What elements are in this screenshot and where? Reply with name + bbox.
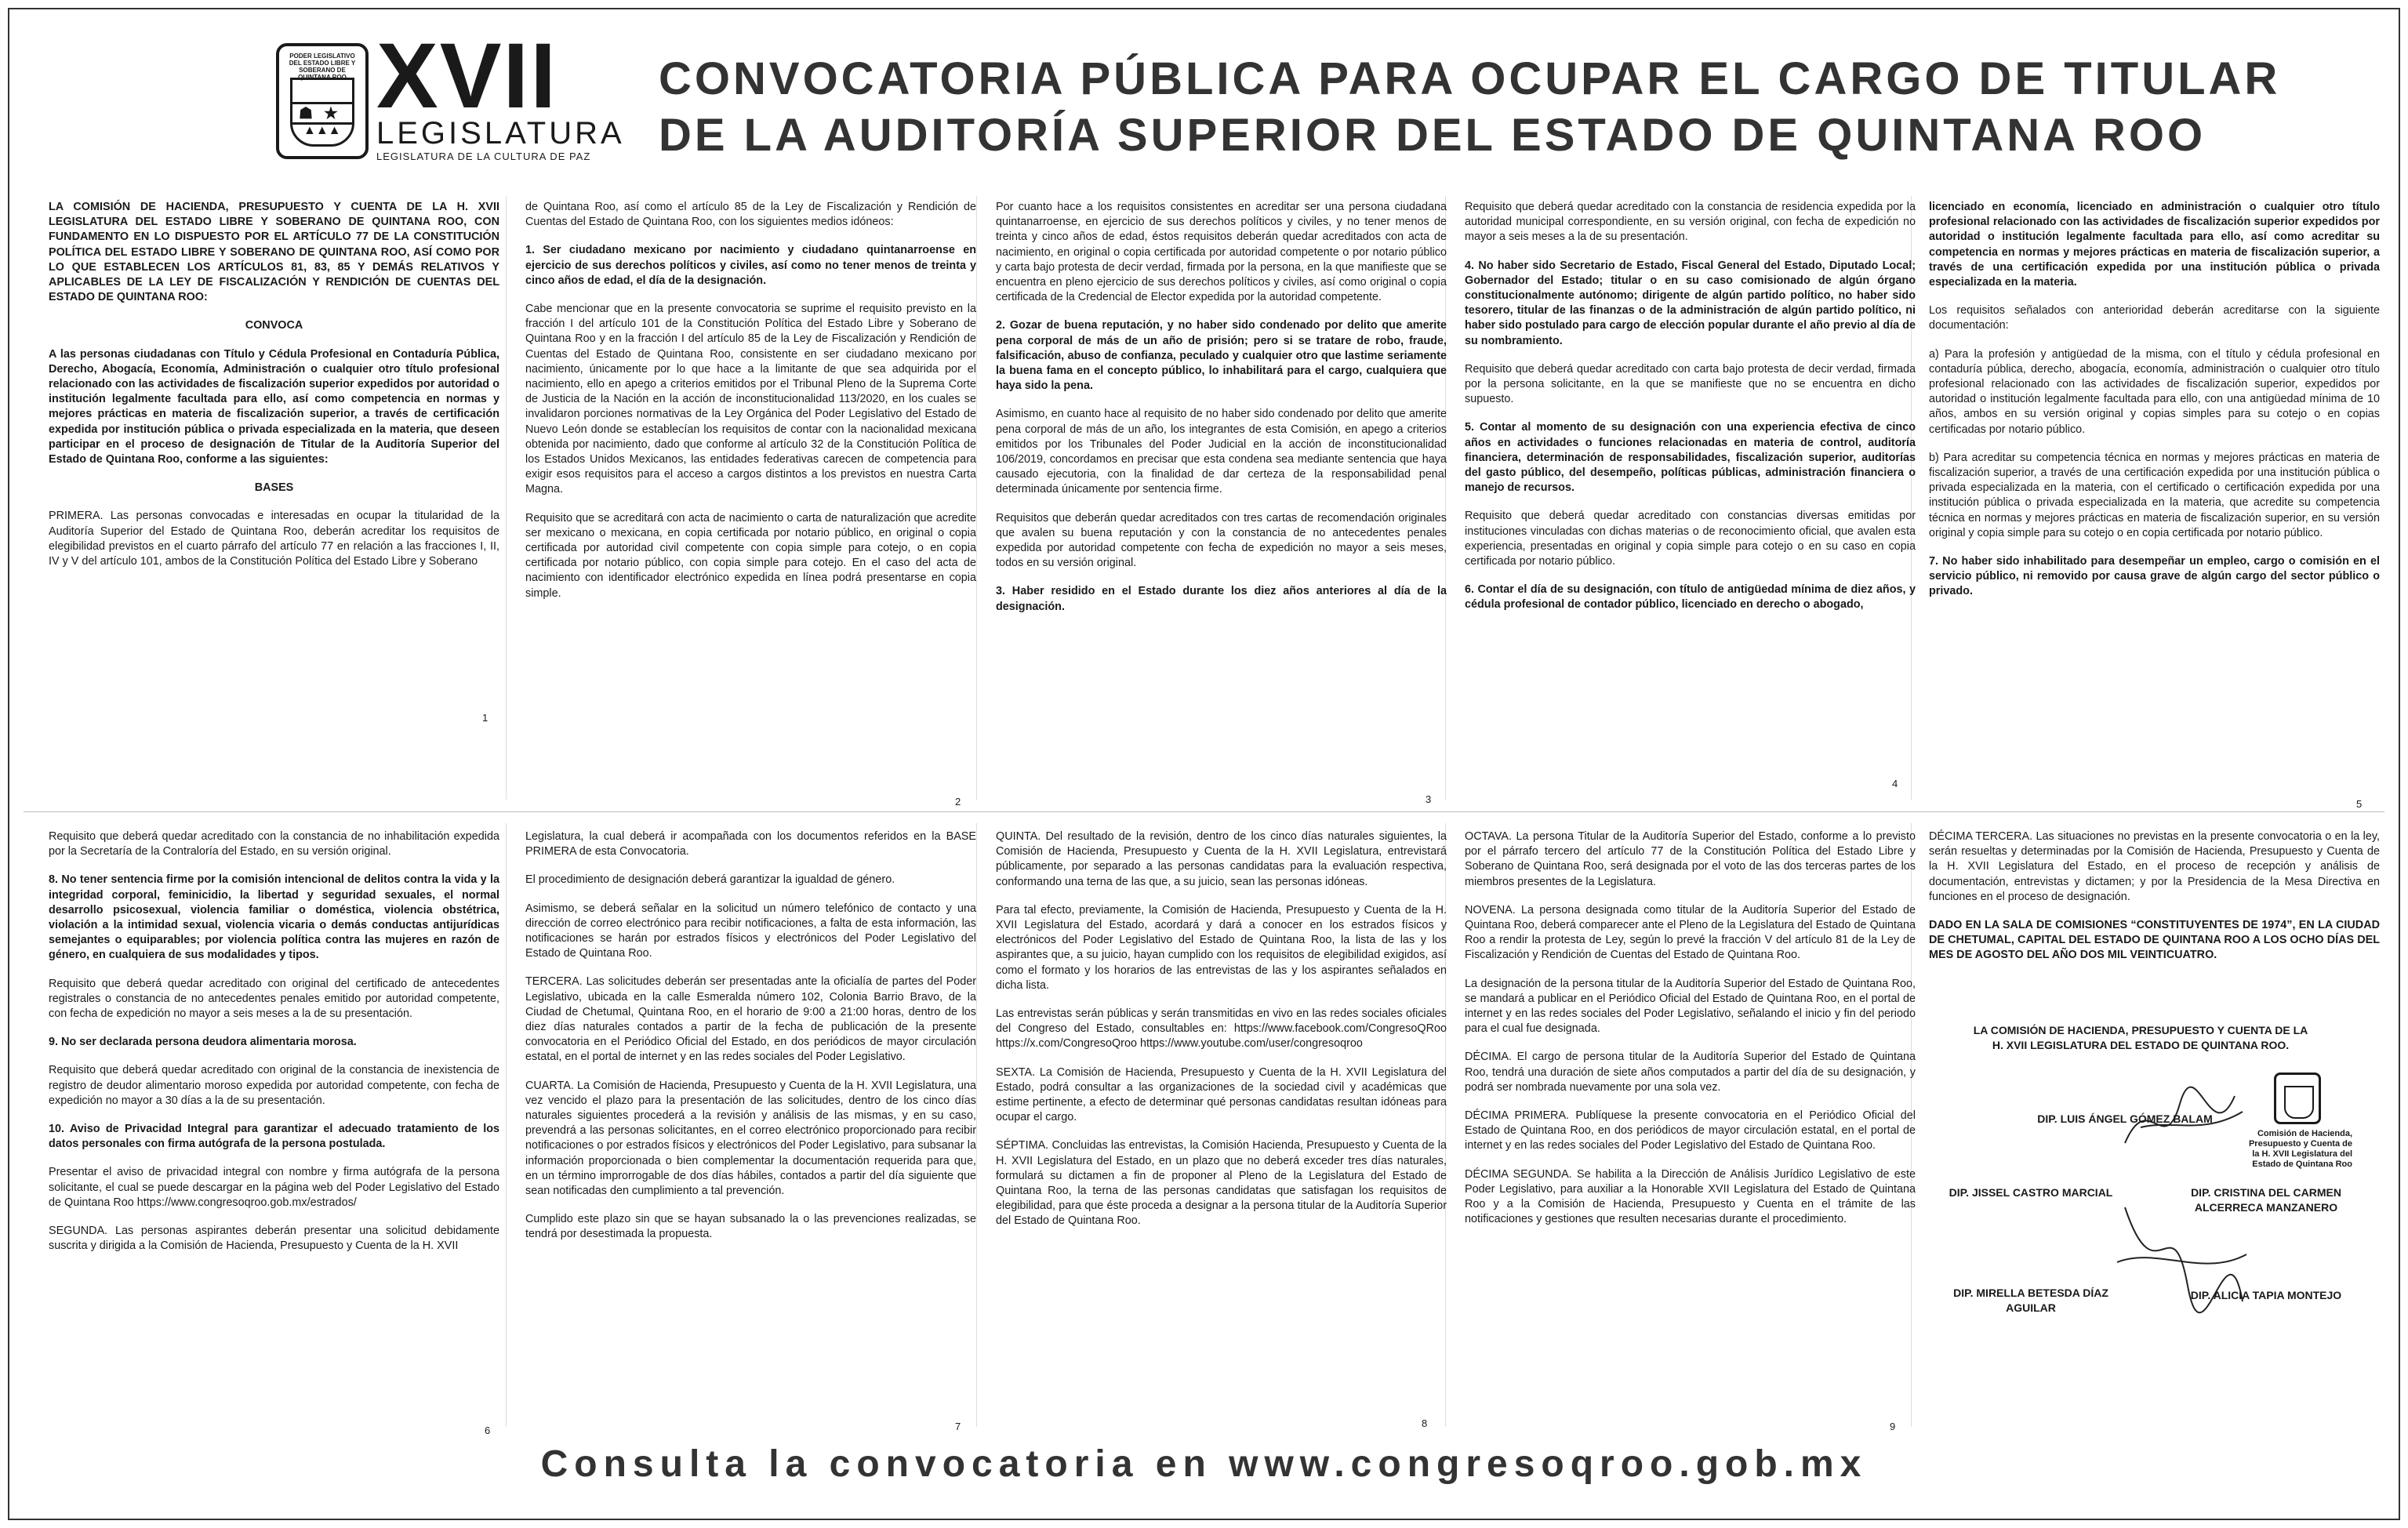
page-number: 8: [1422, 1417, 1428, 1429]
header: [0, 0, 2408, 180]
page-number: 5: [2356, 798, 2363, 810]
paragraph: Las entrevistas serán públicas y serán transmitidas en vivo en las redes sociales oficiales del Congreso del Estado, consultables en: https://www.facebook.com/CongresoQRoo https://x.com/CongresoQroo https://www.youtube.com/user/congresoqroo: [996, 1007, 1447, 1051]
paragraph: 7. No haber sido inhabilitado para desempeñar un empleo, cargo o comisión en el servicio público, ni removido por causa grave de algún cargo del sector público o privado.: [1929, 555, 2380, 598]
page-number: 1: [482, 712, 489, 724]
paragraph: PRIMERA. Las personas convocadas e interesadas en ocupar la titularidad de la Auditoría Superior del Estado de Quintana Roo, deberán acreditar los requisitos de elegibilidad previstos en el cuarto párrafo del artículo 77 en relación a las fracciones I, II, IV y V del artículo 101, ambos de la Constitución Política del Estado Libre y Soberano: [49, 510, 499, 568]
page-title-line2: DE LA AUDITORÍA SUPERIOR DEL ESTADO DE QUINTANA ROO: [659, 110, 2206, 161]
paragraph: licenciado en economía, licenciado en administración o cualquier otro título profesional relacionado con las actividades de fiscalización superior expedidos por autoridad o institución legalmente facultada para ello, así como acreditar su competencia en normas y mejores prácticas en materia de fiscalización superior, a través de una certificación expedida por una institución pública o privada especializada en la materia.: [1929, 201, 2380, 289]
paragraph: DÉCIMA PRIMERA. Publíquese la presente convocatoria en el Periódico Oficial del Estado de Quintana Roo, en dos periódicos de mayor circulación estatal, en el portal de internet y en las redes sociales del Poder Legislativo del Estado de Quintana Roo.: [1465, 1109, 1916, 1152]
page-column: [1929, 829, 2380, 977]
paragraph: SEXTA. La Comisión de Hacienda, Presupuesto y Cuenta de la H. XVII Legislatura del Estado, podrá consultar a las organizaciones de la sociedad civil y académicas que estime pertinente, a efecto de determinar qué personas candidatas resultan idóneas para ocupar el cargo.: [996, 1065, 1447, 1124]
page-number: 9: [1890, 1421, 1896, 1432]
page-title-line1: CONVOCATORIA PÚBLICA PARA OCUPAR EL CARGO DE TITULAR: [659, 53, 2281, 104]
paragraph: 9. No ser declarada persona deudora alimentaria morosa.: [49, 1036, 357, 1049]
page-number: 6: [485, 1425, 491, 1436]
page-column: [525, 200, 976, 615]
page-column: [49, 829, 499, 1267]
page-column: [49, 200, 499, 583]
paragraph: 4. No haber sido Secretario de Estado, Fiscal General del Estado, Diputado Local; Gobernador del Estado; titular o en su caso comisionado de algún órgano constitucionalmente autónomo; dirigente de algún partido político, no haber sido tesorero, titular de las finanzas o de la administración de algún partido político, ni haber sido postulado para cargo de elección popular durante el año previo al día de su nombramiento.: [1465, 259, 1916, 347]
page-number: 3: [1426, 793, 1432, 805]
paragraph: CONVOCA: [245, 319, 303, 332]
logo-numeral: XVII: [376, 24, 558, 128]
paragraph: TERCERA. Las solicitudes deberán ser presentadas ante la oficialía de partes del Poder Legislativo, ubicada en la calle Esmeralda número 102, Colonia Barrio Bravo, de la Ciudad de Chetumal, Quintana Roo, en el horario de 9:00 a 21:00 horas, dentro de los diez días naturales contados a partir de la fecha de publicación de la presente convocatoria en el Periódico Oficial del Estado, en dos periódicos de mayor circulación estatal, en el portal de internet y en las redes sociales del Poder Legislativo.: [525, 975, 976, 1064]
signature-heading: LA COMISIÓN DE HACIENDA, PRESUPUESTO Y CUENTA DE LA H. XVII LEGISLATURA DEL ESTADO DE QUINTANA ROO.: [1973, 1024, 2308, 1051]
paragraph: Cabe mencionar que en la presente convocatoria se suprime el requisito previsto en la fracción I del artículo 101 de la Constitución Política del Estado Libre y Soberano de Quintana Roo y en la fracción I del artículo 85 de la Ley de Fiscalización y Rendición de Cuentas del Estado de Quintana Roo, consistente en ser ciudadano mexicano por nacimiento, únicamente por lo que hace a la limitante de que sea adquirida por el nacimiento, ello en apego a criterios emitidos por el Tribunal Pleno de la Suprema Corte de Justicia de la Nación en la acción de inconstitucionalidad 113/2020, en los cuales se invalidaron porciones normativas de la Ley Orgánica del Poder Legislativo del Estado de Nuevo León donde se establecían los requisitos de contar con la nacionalidad mexicana obtenida por nacimiento, dado que conforme al artículo 32 de la Constitución Política de los Estados Unidos Mexicanos, las entidades federativas carecen de competencia para exigir esos requisitos para el acceso a cargos distintos a los previstos en nuestra Carta Magna.: [525, 303, 976, 496]
paragraph: 5. Contar al momento de su designación con una experiencia efectiva de cinco años en actividades o funciones relacionadas en materia de control, auditoría financiera, determinación de responsabilidades, fiscalización superior, auditorías del gasto público, del desempeño, políticas públicas, administración financiera o manejo de recursos.: [1465, 421, 1916, 495]
paragraph: 3. Haber residido en el Estado durante los diez años anteriores al día de la designación.: [996, 585, 1447, 613]
paragraph: Requisito que se acreditará con acta de nacimiento o carta de naturalización que acredite ser mexicano o mexicana, en copia certificada por notario público, en original o copia certificada por autoridad civil competente con copia simple para cotejo, o en copia certificada por notario público, con copia simple para cotejo. En el caso del acta de nacimiento con identificador electrónico expedida en línea podrá presentarse en copia simple.: [525, 511, 976, 600]
signatory-name: DIP. CRISTINA DEL CARMEN ALCERRECA MANZANERO: [2191, 1186, 2341, 1214]
paragraph: Los requisitos señalados con anterioridad deberán acreditarse con la siguiente documentación:: [1929, 304, 2380, 332]
paragraph: Para tal efecto, previamente, la Comisión de Hacienda, Presupuesto y Cuenta de la H. XVII Legislatura del Estado, acordará y dará a conocer en los estrados físicos y electrónicos del Poder Legislativo del Estado de Quintana Roo, la lista de las y los aspirantes que, a su juicio, hayan cumplido con los requisitos de elegibilidad exigidos, así como el formato y los horarios de las entrevistas de las y los aspirantes señalados en dicha lista.: [996, 903, 1447, 992]
paragraph: SÉPTIMA. Concluidas las entrevistas, la Comisión Hacienda, Presupuesto y Cuenta de la H. XVII Legislatura del Estado, en un plazo que no deberá exceder tres días naturales, formulará su dictamen a fin de proponer al Pleno de la Legislatura del Estado de Quintana Roo, la terna de las personas candidatas que satisfagan los requisitos de elegibilidad, para que éste proceda a designar a la persona titular de la Auditoría Superior del Estado de Quintana Roo.: [996, 1139, 1447, 1228]
paragraph: El procedimiento de designación deberá garantizar la igualdad de género.: [525, 873, 895, 887]
shield-icon: ☗ ★ ▲▲▲: [290, 78, 354, 147]
signatory-name: DIP. JISSEL CASTRO MARCIAL: [1949, 1186, 2113, 1199]
paragraph: Requisito que deberá quedar acreditado con original de la constancia de inexistencia de registro de deudor alimentario moroso expedida por autoridad competente, con fecha de expedición no mayor a 30 días a la de su presentación.: [49, 1064, 499, 1107]
page-column: [1465, 829, 1916, 1240]
paragraph: 1. Ser ciudadano mexicano por nacimiento y ciudadano quintanarroense en ejercicio de sus derechos políticos y civiles, así como no tener menos de treinta y cinco años de edad, el día de la designación.: [525, 244, 976, 287]
commission-stamp: Comisión de Hacienda, Presupuesto y Cuenta de la H. XVII Legislatura del Estado de Quintana Roo: [2243, 1073, 2352, 1170]
paragraph: DÉCIMA. El cargo de persona titular de la Auditoría Superior del Estado de Quintana Roo, tendrá una duración de siete años computados a partir del día de su designación, y podrá ser nombrada nuevamente por una sola vez.: [1465, 1051, 1916, 1094]
paragraph: NOVENA. La persona designada como titular de la Auditoría Superior del Estado de Quintana Roo, deberá comparecer ante el Pleno de la Legislatura del Estado de Quintana Roo a rendir la protesta de Ley, según lo prevé la fracción V del artículo 81 de la Ley de Fiscalización y Rendición de Cuentas del Estado de Quintana Roo.: [1465, 903, 1916, 962]
paragraph: Requisito que deberá quedar acreditado con la constancia de residencia expedida por la autoridad municipal correspondiente, en su versión original, con fecha de expedición no mayor a seis meses a la de su presentación.: [1465, 201, 1916, 244]
paragraph: CUARTA. La Comisión de Hacienda, Presupuesto y Cuenta de la H. XVII Legislatura, una vez vencido el plazo para la presentación de las solicitudes, dentro de los cinco días naturales siguientes procederá a la revisión y análisis de las mismas, y en su caso, prevendrá a las personas solicitantes, en el correo electrónico proporcionado para recibir notificaciones o por estrados físicos y electrónicos del Poder Legislativo, para subsanar la información proporcionada o bien complementar la documentación requerida para que, en un término improrrogable de dos días hábiles, contados a partir del día siguiente que sean notificadas den cumplimiento a tal prevención.: [525, 1079, 976, 1198]
paragraph: Por cuanto hace a los requisitos consistentes en acreditar ser una persona ciudadana quintanarroense, en ejercicio de sus derechos políticos y civiles, y no tener menos de treinta y cinco años de edad, éstos requisitos deberán quedar acreditados con acta de nacimiento, en original o copia certificada por autoridad competente o por notario público y carta bajo protesta de decir verdad, firmada por la persona, en la que manifieste que se encuentra en pleno ejercicio de sus derechos políticos y civiles, así como original o copia certificada de la Credencial de Elector expedida por la autoridad competente.: [996, 201, 1447, 304]
page-column: [1465, 200, 1916, 626]
page-number: 2: [955, 796, 961, 808]
page-column: [525, 829, 976, 1256]
paragraph: QUINTA. Del resultado de la revisión, dentro de los cinco días naturales siguientes, la Comisión de Hacienda, Presupuesto y Cuenta de la H. XVII Legislatura, entrevistará públicamente, por separado a las personas candidatas para la evaluación respectiva, conformando una terna de las que, a su juicio, sean las personas idóneas.: [996, 830, 1447, 888]
paragraph: Requisito que deberá quedar acreditado con original del certificado de antecedentes registrales o constancia de no antecedentes penales emitido por autoridad competente, con fecha de expedición no mayor a seis meses a la de su presentación.: [49, 977, 499, 1021]
paragraph: DÉCIMA TERCERA. Las situaciones no previstas en la presente convocatoria o en la ley, serán resueltas y determinadas por la Comisión de Hacienda, Presupuesto y Cuenta de la H. XVII Legislatura del Estado, en el proceso de recepción y análisis de documentación, entrevistas y dictamen; y por la Presidencia de la Mesa Directiva en funciones en el proceso de designación.: [1929, 830, 2380, 903]
seal-caption: PODER LEGISLATIVO DEL ESTADO LIBRE Y SOBERANO DE QUINTANA ROO: [289, 53, 356, 81]
paragraph: BASES: [254, 481, 294, 495]
paragraph: Requisito que deberá quedar acreditado con la constancia de no inhabilitación expedida por la Secretaría de la Contraloría del Estado, en su versión original.: [49, 830, 499, 858]
paragraph: 2. Gozar de buena reputación, y no haber sido condenado por delito que amerite pena corporal de más de un año de prisión; pero si se tratare de robo, fraude, falsificación, abuso de confianza, peculado y cualquier otro que lastime seriamente la buena fama en el concepto público, lo inhabilitará para el cargo, cualquiera que haya sido la pena.: [996, 319, 1447, 393]
legislature-seal-icon: [276, 43, 369, 159]
paragraph: a) Para la profesión y antigüedad de la misma, con el título y cédula profesional en contaduría pública, derecho, abogacía, economía, administración o cualquier otro título profesional relacionado con las actividades de fiscalización superior, expedidos por autoridad o institución legalmente facultada para ello, con una antigüedad mínima de 10 años, ambos en su versión original y copias simples para su cotejo o en copias certificadas por notario público.: [1929, 347, 2380, 436]
signatory-name: DIP. MIRELLA BETESDA DÍAZ AGUILAR: [1953, 1287, 2108, 1314]
paragraph: A las personas ciudadanas con Título y Cédula Profesional en Contaduría Pública, Derecho, Abogacía, Economía, Administración o cualquier otro título profesional relacionado con las actividades de fiscalización superior expedidos por autoridad o institución legalmente facultada para ello, así como competencia en normas y mejores prácticas en materia de fiscalización superior, a través de certificación expedida por institución pública o privada especializada en la materia, que deseen participar en el proceso de designación de Titular de la Auditoría Superior del Estado de Quintana Roo, conforme a las siguientes:: [49, 347, 499, 466]
paragraph: Presentar el aviso de privacidad integral con nombre y firma autógrafa de la persona solicitante, el cual se puede descargar en la página web del Poder Legislativo del Estado de Quintana Roo https://www.congresoqroo.gob.mx/estrados/: [49, 1166, 499, 1209]
logo-word: LEGISLATURA: [376, 116, 625, 151]
paragraph: b) Para acreditar su competencia técnica en normas y mejores prácticas en materia de fiscalización superior, a través de una certificación expedida por una institución pública o privada especializada en la materia, con el certificado o certificación expedida por una institución pública o privada especializada en la materia, que acredite su competencia técnica en normas y mejores prácticas en materia de fiscalización superior, en su versión original y copia simple para su cotejo o en copia certificada por notario público.: [1929, 451, 2380, 539]
paragraph: SEGUNDA. Las personas aspirantes deberán presentar una solicitud debidamente suscrita y dirigida a la Comisión de Hacienda, Presupuesto y Cuenta de la H. XVII: [49, 1225, 499, 1253]
paragraph: DÉCIMA SEGUNDA. Se habilita a la Dirección de Análisis Jurídico Legislativo de este Poder Legislativo, para auxiliar a la Honorable XVII Legislatura del Estado de Quintana Roo y a la Comisión de Hacienda, Presupuesto y Cuenta en el trámite de las notificaciones y gestiones que resulten necesarias durante el procedimiento.: [1465, 1167, 1916, 1226]
signatory-name: DIP. LUIS ÁNGEL GÓMEZ BALAM: [2037, 1112, 2213, 1125]
paragraph: Requisito que deberá quedar acreditado con constancias diversas emitidas por instituciones vinculadas con dichas materias o de reconocimiento oficial, que avalen esta experiencia, presentadas en original y copia simple para cotejo o en su caso en copia certificada por notario público.: [1465, 510, 1916, 568]
paragraph: OCTAVA. La persona Titular de la Auditoría Superior del Estado, conforme a lo previsto por el párrafo tercero del artículo 77 de la Constitución Política del Estado Libre y Soberano de Quintana Roo, será designada por el voto de las dos terceras partes de los miembros presentes de la Legislatura.: [1465, 830, 1916, 888]
paragraph: Legislatura, la cual deberá ir acompañada con los documentos referidos en la BASE PRIMERA de esta Convocatoria.: [525, 830, 976, 858]
page-column: [996, 829, 1447, 1243]
page-number: 4: [1892, 778, 1898, 789]
paragraph: 10. Aviso de Privacidad Integral para garantizar el adecuado tratamiento de los datos personales con firma autógrafa de la persona postulada.: [49, 1123, 499, 1151]
paragraph: Asimismo, se deberá señalar en la solicitud un número telefónico de contacto y una dirección de correo electrónico para recibir notificaciones, a falta de esta información, las notificaciones se harán por estrados físicos y electrónicos del Poder Legislativo del Estado de Quintana Roo.: [525, 902, 976, 960]
paragraph: 6. Contar el día de su designación, con título de antigüedad mínima de diez años, y cédula profesional de contador público, licenciado en derecho o abogado,: [1465, 583, 1916, 612]
paragraph: Requisitos que deberán quedar acreditados con tres cartas de recomendación originales que avalen su buena reputación y con la constancia de no antecedentes penales expedida por autoridad competente con fecha de expedición no mayor a seis meses, todos en su versión original.: [996, 511, 1447, 570]
page-number: 7: [955, 1421, 961, 1432]
paragraph: LA COMISIÓN DE HACIENDA, PRESUPUESTO Y CUENTA DE LA H. XVII LEGISLATURA DEL ESTADO LIBRE Y SOBERANO DE QUINTANA ROO, CON FUNDAMENTO EN LO DISPUESTO POR EL ARTÍCULO 77 DE LA CONSTITUCIÓN POLÍTICA DEL ESTADO LIBRE Y SOBERANO DE QUINTANA ROO, ASÍ COMO POR LO QUE ESTABLECEN LOS ARTÍCULOS 81, 83, 85 Y DEMÁS RELATIVOS Y APLICABLES DE LA LEY DE FISCALIZACIÓN Y RENDICIÓN DE CUENTAS DEL ESTADO DE QUINTANA ROO:: [49, 201, 499, 304]
page-column: [996, 200, 1447, 628]
paragraph: Cumplido este plazo sin que se hayan subsanado la o las prevenciones realizadas, se tendrá por desestimada la propuesta.: [525, 1213, 976, 1241]
footer-link-text: Consulta la convocatoria en www.congresoqroo.gob.mx: [540, 1443, 1868, 1485]
paragraph: Asimismo, en cuanto hace al requisito de no haber sido condenado por delito que amerite pena corporal de más de un año, los integrantes de esta Comisión, en apego a criterios emitidos por los Tribunales del Poder Judicial en la acción de inconstitucionalidad 106/2019, concordamos en precisar que esta condena sea mediante sentencia que haya causado ejecutoria, con la finalidad de dar certeza de la responsabilidad penal determinada únicamente por sentencia firme.: [996, 408, 1447, 496]
paragraph: 8. No tener sentencia firme por la comisión intencional de delitos contra la vida y la integridad corporal, feminicidio, la libertad y seguridad sexuales, el normal desarrollo psicosexual, violencia familiar o doméstica, violencia obstétrica, violación a la intimidad sexual, violencia vicaria o demás conductas antijurídicas semejantes o equiparables; por violencia política contra las mujeres en razón de género, en cualquiera de sus modalidades y tipos.: [49, 873, 499, 962]
logo-tagline: LEGISLATURA DE LA CULTURA DE PAZ: [376, 151, 591, 162]
paragraph: Requisito que deberá quedar acreditado con carta bajo protesta de decir verdad, firmada por la persona solicitante, en la que se manifieste que no se encuentra en dicho supuesto.: [1465, 362, 1916, 406]
signatory-name: DIP. ALICIA TAPIA MONTEJO: [2190, 1289, 2342, 1301]
paragraph: DADO EN LA SALA DE COMISIONES “CONSTITUYENTES DE 1974”, EN LA CIUDAD DE CHETUMAL, CAPITAL DEL ESTADO DE QUINTANA ROO A LOS OCHO DÍAS DEL MES DE AGOSTO DEL AÑO DOS MIL VEINTICUATRO.: [1929, 919, 2380, 962]
paragraph: La designación de la persona titular de la Auditoría Superior del Estado de Quintana Roo, se mandará a publicar en el Periódico Oficial del Estado de Quintana Roo, en el portal de internet y en las redes sociales del Poder Legislativo, señalando el inicio y fin del periodo para el cual fue designada.: [1465, 977, 1916, 1036]
row-divider: [24, 811, 2384, 812]
page-column: [1929, 200, 2380, 613]
paragraph: de Quintana Roo, así como el artículo 85 de la Ley de Fiscalización y Rendición de Cuentas del Estado de Quintana Roo, con los siguientes medios idóneos:: [525, 201, 976, 229]
seal-stamp-icon: [2274, 1073, 2321, 1124]
